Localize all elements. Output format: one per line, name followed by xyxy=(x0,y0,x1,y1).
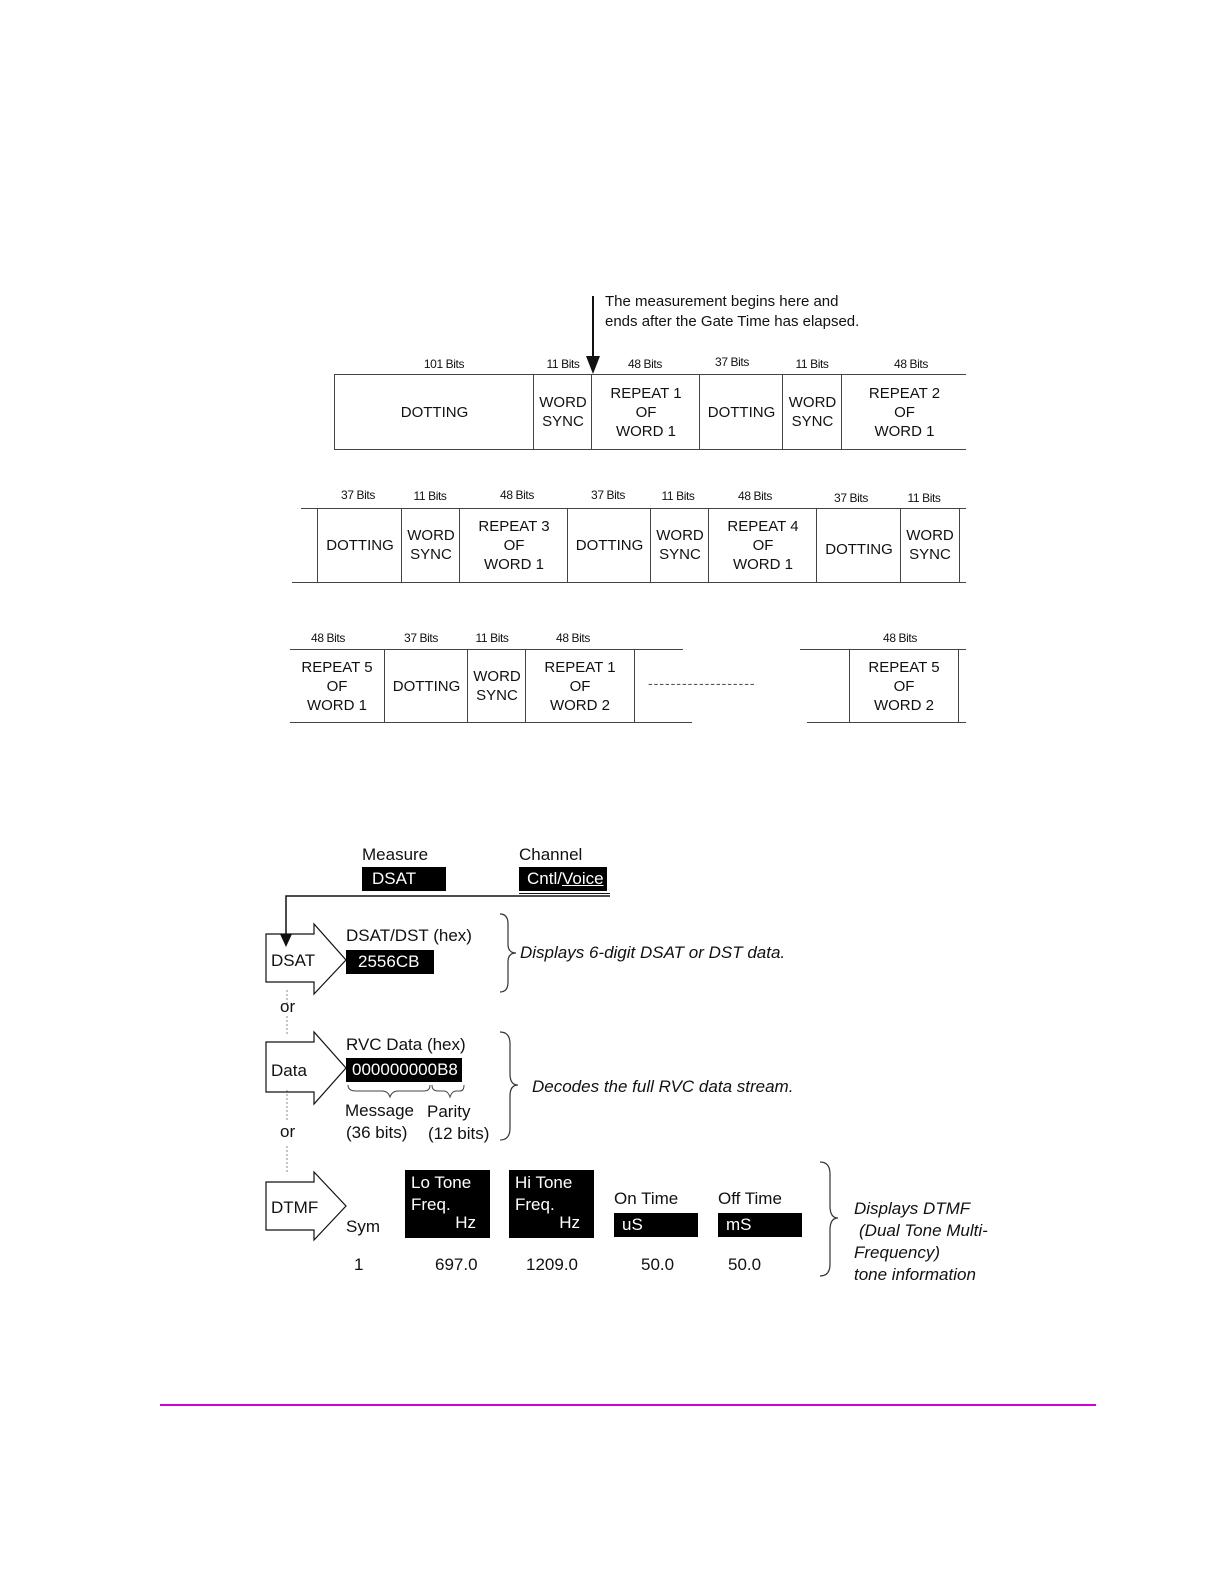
stream-cell: DOTTING xyxy=(699,375,783,449)
dsat-arrow-label[interactable]: DSAT xyxy=(271,951,316,970)
sym-header: Sym xyxy=(346,1217,380,1236)
lo-tone-header: Lo Tone Freq. Hz xyxy=(405,1170,490,1238)
dsat-brace xyxy=(498,912,520,994)
stream-cell: REPEAT 5 OF WORD 2 xyxy=(849,649,959,723)
bit-count: 37 Bits xyxy=(404,631,438,645)
bit-count: 11 Bits xyxy=(413,489,447,503)
dtmf-arrow-label[interactable]: DTMF xyxy=(271,1198,319,1217)
message-label: Message xyxy=(345,1101,414,1120)
stream-cell: WORD SYNC xyxy=(782,375,842,449)
dtmf-lo-value: 697.0 xyxy=(435,1255,478,1274)
stream-cell: REPEAT 1 OF WORD 2 xyxy=(525,649,635,723)
stream-cell: DOTTING xyxy=(816,508,901,582)
dtmf-sym-value: 1 xyxy=(354,1255,364,1274)
measure-label: Measure xyxy=(362,845,429,864)
stream-cell: REPEAT 2 OF WORD 1 xyxy=(841,375,967,449)
on-time-label: On Time xyxy=(614,1189,679,1208)
bit-count: 37 Bits xyxy=(591,488,625,502)
bit-count: 37 Bits xyxy=(715,355,749,369)
on-time-unit: uS xyxy=(614,1213,698,1237)
stream-cell: WORD SYNC xyxy=(650,508,709,582)
channel-field[interactable]: Cntl/Voice xyxy=(519,867,607,891)
message-parity-braces xyxy=(346,1083,468,1101)
bit-count: 101 Bits xyxy=(423,357,465,371)
stream-cell: WORD SYNC xyxy=(900,508,960,582)
measurement-note-line1: The measurement begins here and xyxy=(605,293,839,310)
dtmf-brace xyxy=(818,1160,842,1278)
measure-field[interactable]: DSAT xyxy=(362,867,446,891)
bit-count: 11 Bits xyxy=(795,357,829,371)
data-description: Decodes the full RVC data stream. xyxy=(532,1077,794,1096)
dsat-description: Displays 6-digit DSAT or DST data. xyxy=(520,943,786,962)
message-bits: (36 bits) xyxy=(346,1123,408,1142)
stream-cell: REPEAT 5 OF WORD 1 xyxy=(301,658,373,714)
bit-count: 11 Bits xyxy=(546,357,580,371)
dtmf-description: Displays DTMF (Dual Tone Multi- Frequency) tone information xyxy=(854,1199,988,1284)
bit-count: 48 Bits xyxy=(500,488,534,502)
bit-count: 11 Bits xyxy=(907,491,941,505)
data-brace xyxy=(498,1030,522,1142)
stream-cell: WORD SYNC xyxy=(401,508,460,582)
bit-count: 37 Bits xyxy=(341,488,375,502)
dtmf-off-value: 50.0 xyxy=(728,1255,762,1274)
off-time-unit: mS xyxy=(718,1213,802,1237)
stream-cell: DOTTING xyxy=(384,649,468,723)
rvc-data-label: RVC Data (hex) xyxy=(346,1035,466,1054)
bit-count: 11 Bits xyxy=(661,489,695,503)
hi-tone-header: Hi Tone Freq. Hz xyxy=(509,1170,594,1238)
stream-cell: DOTTING xyxy=(334,375,534,449)
measurement-note-line2: ends after the Gate Time has elapsed. xyxy=(605,313,860,330)
bit-count: 37 Bits xyxy=(834,491,868,505)
parity-bits: (12 bits) xyxy=(428,1124,490,1143)
or-label: or xyxy=(280,1122,296,1141)
bit-count: 48 Bits xyxy=(883,631,917,645)
dsat-field-label: DSAT/DST (hex) xyxy=(346,926,472,945)
bit-count: 11 Bits xyxy=(475,631,509,645)
stream-cell: REPEAT 4 OF WORD 1 xyxy=(708,508,817,582)
stream-cell: REPEAT 1 OF WORD 1 xyxy=(591,375,700,449)
stream-cell: DOTTING xyxy=(317,508,402,582)
channel-label: Channel xyxy=(519,845,583,864)
stream-gap-dashes: ------------------- xyxy=(648,675,756,691)
dsat-value: 2556CB xyxy=(346,950,434,974)
stream-cell: REPEAT 3 OF WORD 1 xyxy=(459,508,568,582)
dtmf-on-value: 50.0 xyxy=(641,1255,675,1274)
or-label: or xyxy=(280,997,296,1016)
bitstream-row-3 xyxy=(290,649,966,723)
stream-cell: DOTTING xyxy=(567,508,651,582)
data-arrow-label[interactable]: Data xyxy=(271,1061,307,1080)
rvc-data-value: 000000000B8 xyxy=(346,1058,462,1082)
bitstream-row-1 xyxy=(334,374,966,450)
bit-count: 48 Bits xyxy=(628,357,662,371)
off-time-label: Off Time xyxy=(718,1189,782,1208)
bitstream-row-2 xyxy=(292,508,966,583)
bit-count: 48 Bits xyxy=(738,489,772,503)
parity-label: Parity xyxy=(427,1102,471,1121)
stream-cell: WORD SYNC xyxy=(467,649,526,723)
dtmf-hi-value: 1209.0 xyxy=(526,1255,578,1274)
bit-count: 48 Bits xyxy=(311,631,345,645)
bit-count: 48 Bits xyxy=(894,357,928,371)
stream-cell: WORD SYNC xyxy=(533,375,592,449)
footer-rule xyxy=(160,1404,1096,1406)
bit-count: 48 Bits xyxy=(556,631,590,645)
